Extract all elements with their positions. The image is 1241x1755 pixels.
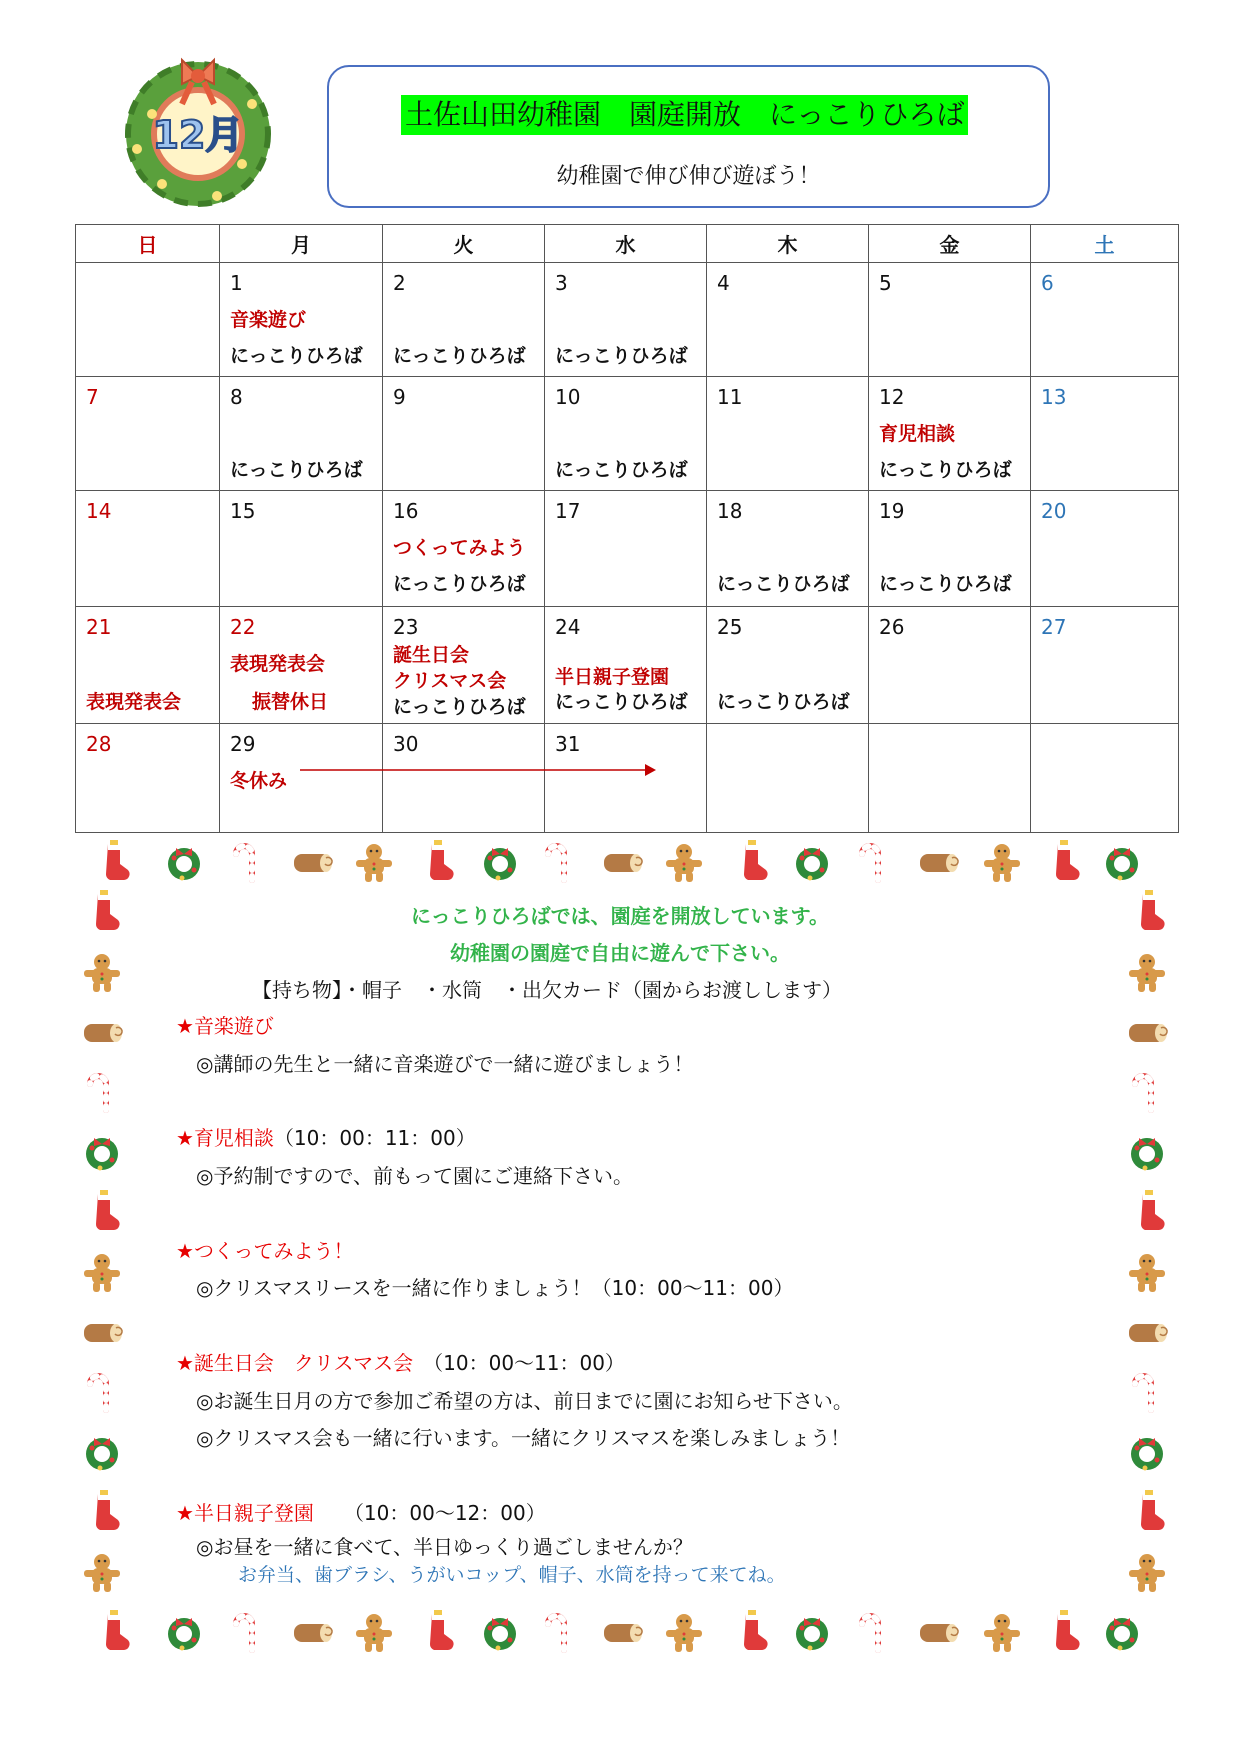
consult-time: （10：00：11：00） xyxy=(273,1126,476,1150)
star-icon: ★ xyxy=(176,1501,194,1525)
star-icon: ★ xyxy=(176,1351,194,1375)
day-number: 22 xyxy=(230,615,256,639)
gingerbread-icon xyxy=(662,840,706,884)
day-number: 14 xyxy=(86,499,112,523)
bday-desc-2: ◎クリスマス会も一緒に行います。一緒にクリスマスを楽しみましょう！ xyxy=(196,1426,851,1450)
music-desc: ◎講師の先生と一緒に音楽遊びで一緒に遊びましょう！ xyxy=(196,1052,694,1076)
weekday-sat: 土 xyxy=(1031,225,1179,263)
event-label: 誕生日会 xyxy=(393,644,470,666)
log-cake-icon xyxy=(80,1010,124,1054)
day-number: 11 xyxy=(717,385,743,409)
event-label: 表現発表会 xyxy=(230,653,326,675)
event-nikkori: にっこりひろば xyxy=(555,459,688,481)
page-subtitle: 幼稚園で伸び伸び遊ぼう！ xyxy=(556,164,821,189)
day-number: 20 xyxy=(1041,499,1067,523)
consult-title: 育児相談 xyxy=(193,1126,274,1150)
day-number: 19 xyxy=(879,499,905,523)
half-title: 半日親子登園 xyxy=(193,1501,314,1525)
gingerbread-icon xyxy=(80,1550,124,1594)
day-number: 24 xyxy=(555,615,581,639)
gingerbread-icon xyxy=(352,840,396,884)
event-label: 半日親子登園 xyxy=(555,666,670,688)
wreath-icon xyxy=(80,1130,124,1174)
stocking-icon xyxy=(90,840,134,884)
event-nikkori: にっこりひろば xyxy=(393,573,526,595)
star-icon: ★ xyxy=(176,1014,194,1038)
stocking-icon xyxy=(414,840,458,884)
stocking-icon xyxy=(1040,840,1084,884)
stocking-icon xyxy=(80,1190,124,1234)
wreath-icon xyxy=(1125,1430,1169,1474)
event-label: 冬休み xyxy=(230,770,288,792)
candy-cane-icon xyxy=(80,1070,124,1114)
gingerbread-icon xyxy=(1125,950,1169,994)
wreath-icon xyxy=(790,1610,834,1654)
event-nikkori: にっこりひろば xyxy=(717,691,850,713)
candy-cane-icon xyxy=(80,1370,124,1414)
weekday-fri: 金 xyxy=(869,225,1031,263)
wreath-icon xyxy=(162,1610,206,1654)
day-number: 25 xyxy=(717,615,743,639)
notice-intro-2: 幼稚園の園庭で自由に遊んで下さい。 xyxy=(450,941,790,965)
wreath-icon xyxy=(162,840,206,884)
day-number: 1 xyxy=(230,271,243,295)
candy-cane-icon xyxy=(852,1610,896,1654)
arrow-right-icon xyxy=(300,760,660,780)
half-time: （10：00～12：00） xyxy=(353,1501,546,1525)
star-icon: ★ xyxy=(176,1239,194,1263)
stocking-icon xyxy=(80,890,124,934)
log-cake-icon xyxy=(916,1610,960,1654)
log-cake-icon xyxy=(290,840,334,884)
day-number: 2 xyxy=(393,271,406,295)
log-cake-icon xyxy=(916,840,960,884)
log-cake-icon xyxy=(600,840,644,884)
day-number: 6 xyxy=(1041,271,1054,295)
event-label: 表現発表会 xyxy=(86,691,182,713)
event-nikkori: にっこりひろば xyxy=(879,573,1012,595)
event-nikkori: にっこりひろば xyxy=(230,459,363,481)
day-number: 29 xyxy=(230,732,256,756)
day-number: 4 xyxy=(717,271,730,295)
event-nikkori: にっこりひろば xyxy=(879,459,1012,481)
half-desc: ◎お昼を一緒に食べて、半日ゆっくり過ごしませんか？ xyxy=(196,1535,693,1559)
wreath-icon xyxy=(80,1430,124,1474)
day-number: 28 xyxy=(86,732,112,756)
stocking-icon xyxy=(1125,1490,1169,1534)
wreath-icon xyxy=(478,840,522,884)
craft-title: つくってみよう！ xyxy=(193,1239,354,1263)
weekday-sun: 日 xyxy=(76,225,220,263)
wreath-icon xyxy=(790,840,834,884)
day-number: 8 xyxy=(230,385,243,409)
day-number: 12 xyxy=(879,385,905,409)
stocking-icon xyxy=(1125,1190,1169,1234)
wreath-icon xyxy=(1100,1610,1144,1654)
day-number: 21 xyxy=(86,615,112,639)
stocking-icon xyxy=(1125,890,1169,934)
event-label: クリスマス会 xyxy=(393,670,507,692)
event-nikkori: にっこりひろば xyxy=(555,345,688,367)
half-note: お弁当、歯ブラシ、うがいコップ、帽子、水筒を持って来てね。 xyxy=(238,1564,786,1586)
log-cake-icon xyxy=(290,1610,334,1654)
day-number: 9 xyxy=(393,385,406,409)
stocking-icon xyxy=(728,840,772,884)
event-nikkori: にっこりひろば xyxy=(393,345,526,367)
log-cake-icon xyxy=(80,1310,124,1354)
day-number: 7 xyxy=(86,385,99,409)
candy-cane-icon xyxy=(226,840,270,884)
log-cake-icon xyxy=(1125,1010,1169,1054)
log-cake-icon xyxy=(1125,1310,1169,1354)
event-label: 振替休日 xyxy=(252,691,329,713)
bring-items: 【持ち物】・帽子 ・水筒 ・出欠カード（園からお渡しします） xyxy=(252,978,842,1002)
candy-cane-icon xyxy=(538,840,582,884)
event-label: つくってみよう xyxy=(393,537,526,559)
event-label: 音楽遊び xyxy=(230,309,307,331)
gingerbread-icon xyxy=(980,1610,1024,1654)
wreath-icon xyxy=(1100,840,1144,884)
notice-intro-1: にっこりひろばでは、園庭を開放しています。 xyxy=(411,904,829,928)
day-number: 16 xyxy=(393,499,419,523)
stocking-icon xyxy=(728,1610,772,1654)
event-label: 育児相談 xyxy=(879,423,956,445)
candy-cane-icon xyxy=(538,1610,582,1654)
bday-time: （10：00～11：00） xyxy=(433,1351,625,1375)
page-title: 土佐山田幼稚園 園庭開放 にっこりひろば xyxy=(401,95,968,135)
stocking-icon xyxy=(1040,1610,1084,1654)
gingerbread-icon xyxy=(80,950,124,994)
stocking-icon xyxy=(414,1610,458,1654)
bday-desc-1: ◎お誕生日月の方で参加ご希望の方は、前日までに園にお知らせ下さい。 xyxy=(196,1389,853,1413)
day-number: 13 xyxy=(1041,385,1067,409)
day-number: 18 xyxy=(717,499,743,523)
day-number: 30 xyxy=(393,732,419,756)
day-number: 23 xyxy=(393,615,419,639)
wreath-icon xyxy=(1125,1130,1169,1174)
craft-desc: ◎クリスマスリースを一緒に作りましょう！（10：00～11：00） xyxy=(196,1276,794,1300)
event-nikkori: にっこりひろば xyxy=(717,573,850,595)
stocking-icon xyxy=(80,1490,124,1534)
star-icon: ★ xyxy=(176,1126,194,1150)
day-number: 15 xyxy=(230,499,256,523)
day-number: 3 xyxy=(555,271,568,295)
gingerbread-icon xyxy=(1125,1550,1169,1594)
event-nikkori: にっこりひろば xyxy=(393,696,526,718)
event-nikkori: にっこりひろば xyxy=(555,691,688,713)
day-number: 5 xyxy=(879,271,892,295)
wreath-icon xyxy=(478,1610,522,1654)
bday-title: 誕生日会 クリスマス会 xyxy=(193,1351,414,1375)
weekday-tue: 火 xyxy=(383,225,545,263)
day-number: 10 xyxy=(555,385,581,409)
stocking-icon xyxy=(90,1610,134,1654)
day-number: 17 xyxy=(555,499,581,523)
candy-cane-icon xyxy=(1125,1370,1169,1414)
weekday-mon: 月 xyxy=(220,225,383,263)
gingerbread-icon xyxy=(980,840,1024,884)
gingerbread-icon xyxy=(80,1250,124,1294)
weekday-thu: 木 xyxy=(707,225,869,263)
candy-cane-icon xyxy=(1125,1070,1169,1114)
day-number: 31 xyxy=(555,732,581,756)
candy-cane-icon xyxy=(226,1610,270,1654)
day-number: 27 xyxy=(1041,615,1067,639)
wreath-badge-text: 12月 xyxy=(152,113,244,157)
weekday-wed: 水 xyxy=(545,225,707,263)
event-nikkori: にっこりひろば xyxy=(230,345,363,367)
day-number: 26 xyxy=(879,615,905,639)
candy-cane-icon xyxy=(852,840,896,884)
consult-desc: ◎予約制ですので、前もって園にご連絡下さい。 xyxy=(196,1164,634,1188)
gingerbread-icon xyxy=(1125,1250,1169,1294)
log-cake-icon xyxy=(600,1610,644,1654)
music-title: 音楽遊び xyxy=(193,1014,274,1038)
gingerbread-icon xyxy=(352,1610,396,1654)
gingerbread-icon xyxy=(662,1610,706,1654)
